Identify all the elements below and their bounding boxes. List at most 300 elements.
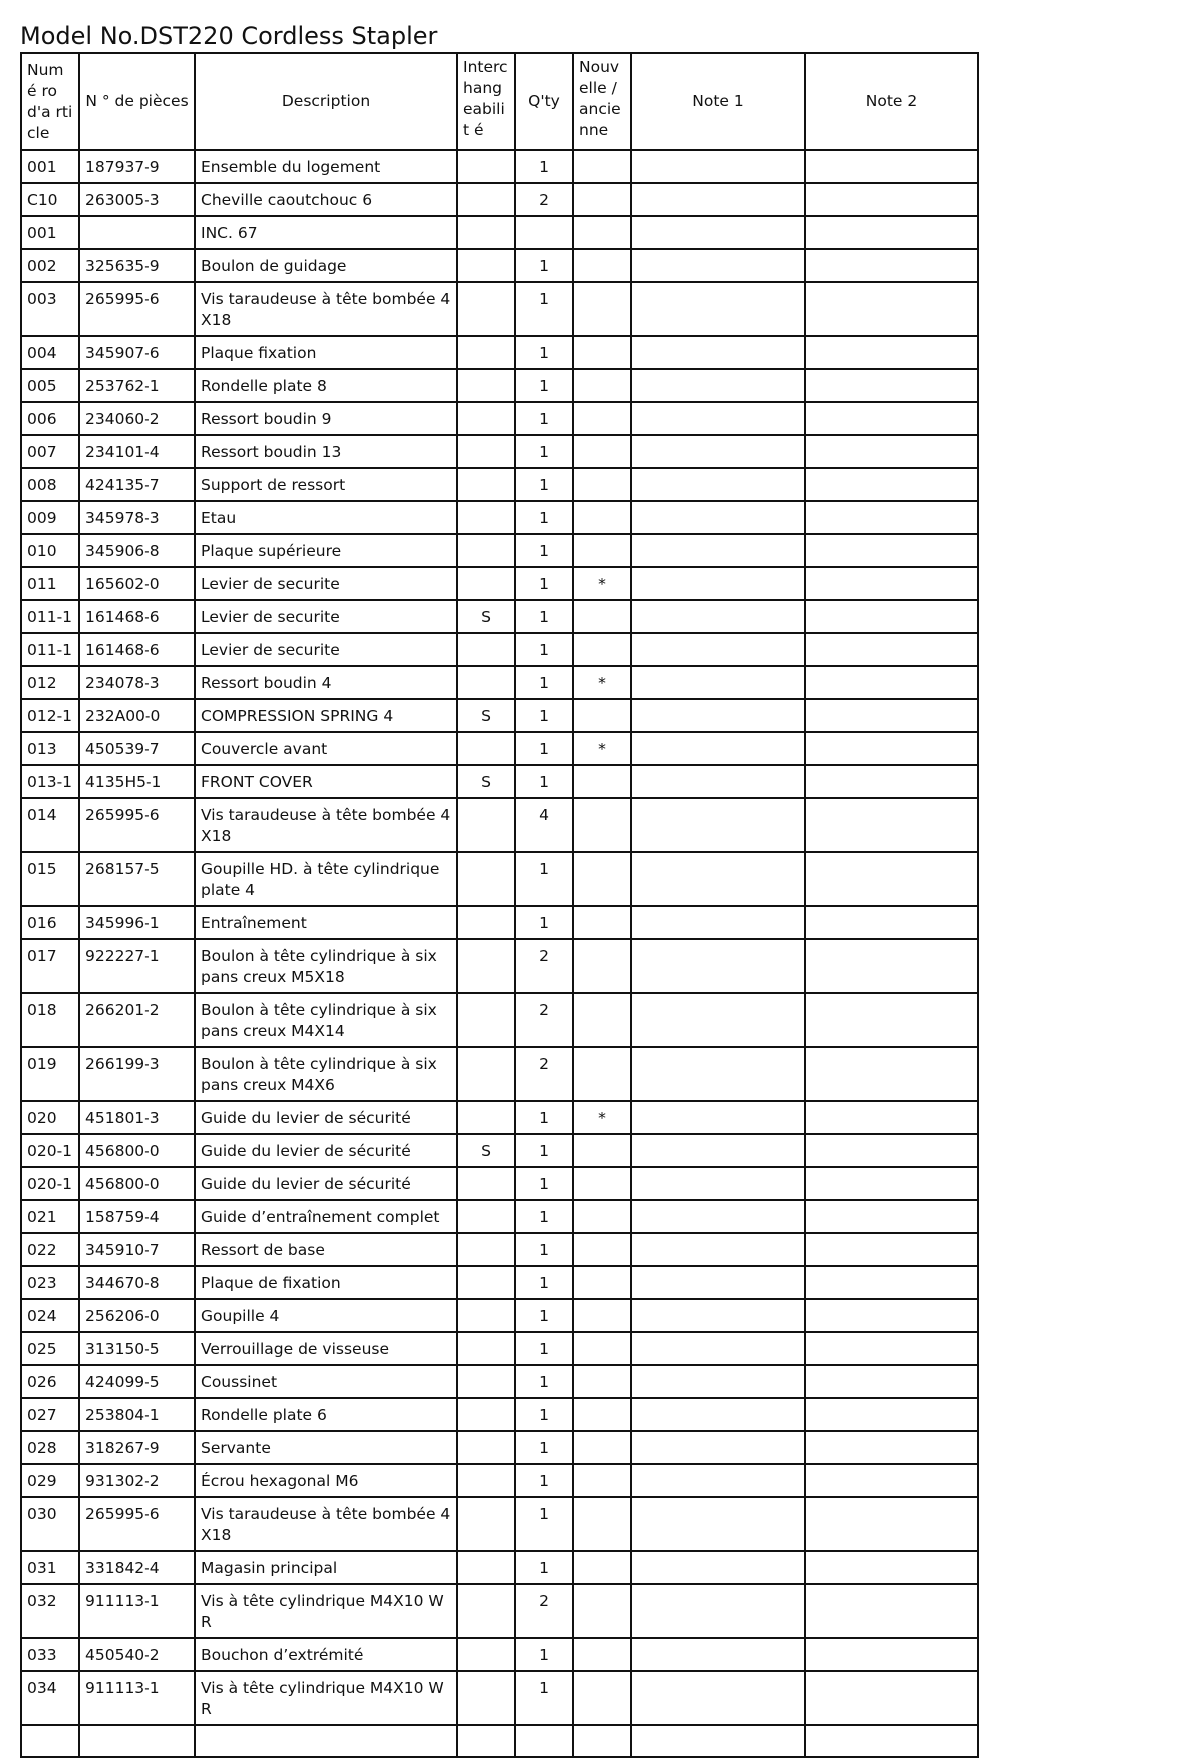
cell-new-old — [573, 852, 631, 906]
cell-part-number: 911113-1 — [79, 1671, 195, 1725]
cell-part-number: 345996-1 — [79, 906, 195, 939]
cell-part-number: 450539-7 — [79, 732, 195, 765]
cell-part-number: 266199-3 — [79, 1047, 195, 1101]
cell-description: Vis à tête cylindrique M4X10 WR — [195, 1671, 457, 1725]
cell-description: Support de ressort — [195, 468, 457, 501]
cell-new-old — [573, 534, 631, 567]
cell-interchangeability — [457, 1200, 515, 1233]
cell-note-2 — [805, 216, 978, 249]
cell-note-2 — [805, 939, 978, 993]
cell-item-number: 001 — [21, 216, 79, 249]
table-row — [21, 993, 978, 1047]
cell-description: Levier de securite — [195, 600, 457, 633]
table-row — [21, 435, 978, 468]
cell-part-number: 263005-3 — [79, 183, 195, 216]
cell-note-1 — [631, 402, 805, 435]
cell-note-2 — [805, 1584, 978, 1638]
cell-note-2 — [805, 1638, 978, 1671]
cell-part-number: 424135-7 — [79, 468, 195, 501]
table-row — [21, 1431, 978, 1464]
cell-description: Plaque supérieure — [195, 534, 457, 567]
cell-item-number: 027 — [21, 1398, 79, 1431]
cell-part-number: 268157-5 — [79, 852, 195, 906]
cell-interchangeability — [457, 1332, 515, 1365]
cell-new-old — [573, 1497, 631, 1551]
cell-part-number: 911113-1 — [79, 1584, 195, 1638]
cell-new-old — [573, 1398, 631, 1431]
cell-quantity: 1 — [515, 501, 573, 534]
table-row — [21, 402, 978, 435]
cell-item-number: 022 — [21, 1233, 79, 1266]
cell-note-1 — [631, 501, 805, 534]
cell-new-old — [573, 1332, 631, 1365]
cell-interchangeability — [457, 1299, 515, 1332]
cell-description: Vis taraudeuse à tête bombée 4X18 — [195, 282, 457, 336]
cell-part-number: 345906-8 — [79, 534, 195, 567]
cell-interchangeability: S — [457, 699, 515, 732]
cell-part-number — [79, 216, 195, 249]
cell-interchangeability — [457, 1101, 515, 1134]
cell-note-2 — [805, 1725, 978, 1757]
cell-quantity: 1 — [515, 567, 573, 600]
cell-part-number: 456800-0 — [79, 1167, 195, 1200]
cell-item-number: 031 — [21, 1551, 79, 1584]
cell-item-number: 028 — [21, 1431, 79, 1464]
cell-item-number: 011 — [21, 567, 79, 600]
cell-interchangeability — [457, 852, 515, 906]
cell-part-number: 345907-6 — [79, 336, 195, 369]
cell-note-2 — [805, 150, 978, 183]
cell-note-2 — [805, 1398, 978, 1431]
cell-note-2 — [805, 402, 978, 435]
cell-description: INC. 67 — [195, 216, 457, 249]
cell-new-old — [573, 1725, 631, 1757]
cell-part-number: 265995-6 — [79, 798, 195, 852]
cell-quantity: 1 — [515, 282, 573, 336]
cell-note-1 — [631, 600, 805, 633]
cell-item-number: 020 — [21, 1101, 79, 1134]
cell-description: Ressort boudin 4 — [195, 666, 457, 699]
cell-description: Vis taraudeuse à tête bombée 4X18 — [195, 798, 457, 852]
cell-interchangeability — [457, 369, 515, 402]
cell-note-1 — [631, 732, 805, 765]
cell-interchangeability — [457, 1584, 515, 1638]
cell-interchangeability: S — [457, 600, 515, 633]
cell-interchangeability — [457, 1167, 515, 1200]
header-quantity: Q'ty — [515, 53, 573, 150]
cell-note-2 — [805, 906, 978, 939]
cell-description: COMPRESSION SPRING 4 — [195, 699, 457, 732]
cell-quantity: 1 — [515, 534, 573, 567]
table-row — [21, 183, 978, 216]
cell-item-number: 030 — [21, 1497, 79, 1551]
cell-note-1 — [631, 534, 805, 567]
cell-note-1 — [631, 1638, 805, 1671]
cell-note-2 — [805, 1266, 978, 1299]
cell-description: Levier de securite — [195, 633, 457, 666]
cell-item-number: 020-1 — [21, 1134, 79, 1167]
cell-quantity: 1 — [515, 1365, 573, 1398]
cell-new-old — [573, 993, 631, 1047]
cell-part-number: 253804-1 — [79, 1398, 195, 1431]
cell-new-old — [573, 501, 631, 534]
cell-new-old — [573, 600, 631, 633]
cell-new-old: * — [573, 732, 631, 765]
cell-quantity: 2 — [515, 993, 573, 1047]
cell-description — [195, 1725, 457, 1757]
cell-quantity: 1 — [515, 369, 573, 402]
cell-new-old — [573, 435, 631, 468]
cell-description: Coussinet — [195, 1365, 457, 1398]
cell-quantity: 2 — [515, 939, 573, 993]
cell-quantity: 1 — [515, 249, 573, 282]
cell-new-old — [573, 1431, 631, 1464]
cell-item-number: 002 — [21, 249, 79, 282]
cell-part-number: 456800-0 — [79, 1134, 195, 1167]
cell-interchangeability — [457, 1551, 515, 1584]
cell-note-1 — [631, 1431, 805, 1464]
cell-part-number: 331842-4 — [79, 1551, 195, 1584]
cell-note-2 — [805, 1464, 978, 1497]
cell-new-old — [573, 765, 631, 798]
table-row — [21, 1584, 978, 1638]
cell-note-1 — [631, 666, 805, 699]
cell-note-2 — [805, 1233, 978, 1266]
cell-interchangeability — [457, 183, 515, 216]
cell-item-number: 023 — [21, 1266, 79, 1299]
cell-quantity: 1 — [515, 1551, 573, 1584]
table-row — [21, 906, 978, 939]
cell-note-1 — [631, 1497, 805, 1551]
cell-description: Écrou hexagonal M6 — [195, 1464, 457, 1497]
cell-interchangeability — [457, 1725, 515, 1757]
table-row — [21, 939, 978, 993]
cell-note-2 — [805, 468, 978, 501]
cell-quantity: 1 — [515, 468, 573, 501]
table-row — [21, 336, 978, 369]
cell-interchangeability — [457, 732, 515, 765]
cell-interchangeability — [457, 1464, 515, 1497]
table-row — [21, 1365, 978, 1398]
cell-note-1 — [631, 567, 805, 600]
cell-interchangeability — [457, 1398, 515, 1431]
cell-note-2 — [805, 993, 978, 1047]
cell-description: Guide du levier de sécurité — [195, 1167, 457, 1200]
cell-interchangeability — [457, 666, 515, 699]
cell-note-2 — [805, 567, 978, 600]
cell-part-number: 4135H5-1 — [79, 765, 195, 798]
cell-quantity: 2 — [515, 183, 573, 216]
cell-note-1 — [631, 765, 805, 798]
cell-quantity: 1 — [515, 1431, 573, 1464]
cell-quantity: 1 — [515, 1332, 573, 1365]
cell-new-old — [573, 1464, 631, 1497]
document-title: Model No.DST220 Cordless Stapler — [20, 22, 438, 50]
cell-note-2 — [805, 1134, 978, 1167]
cell-item-number: 005 — [21, 369, 79, 402]
cell-quantity: 1 — [515, 699, 573, 732]
cell-note-2 — [805, 666, 978, 699]
table-row — [21, 666, 978, 699]
cell-quantity: 2 — [515, 1584, 573, 1638]
cell-description: Levier de securite — [195, 567, 457, 600]
cell-part-number: 256206-0 — [79, 1299, 195, 1332]
cell-note-1 — [631, 798, 805, 852]
cell-note-1 — [631, 1398, 805, 1431]
cell-quantity — [515, 1725, 573, 1757]
cell-quantity: 1 — [515, 1167, 573, 1200]
cell-part-number: 232A00-0 — [79, 699, 195, 732]
cell-interchangeability — [457, 1365, 515, 1398]
cell-quantity: 1 — [515, 1101, 573, 1134]
header-interchangeability: Interc hang eabilit é — [457, 53, 515, 150]
cell-interchangeability — [457, 282, 515, 336]
cell-quantity: 1 — [515, 1134, 573, 1167]
cell-item-number: 012-1 — [21, 699, 79, 732]
cell-item-number: 020-1 — [21, 1167, 79, 1200]
table-row — [21, 567, 978, 600]
cell-part-number: 325635-9 — [79, 249, 195, 282]
cell-note-2 — [805, 732, 978, 765]
cell-description: Guide du levier de sécurité — [195, 1134, 457, 1167]
cell-note-2 — [805, 1497, 978, 1551]
header-note-1: Note 1 — [631, 53, 805, 150]
cell-new-old — [573, 939, 631, 993]
cell-new-old — [573, 1584, 631, 1638]
cell-new-old — [573, 1167, 631, 1200]
cell-quantity: 1 — [515, 435, 573, 468]
cell-description: FRONT COVER — [195, 765, 457, 798]
cell-note-2 — [805, 435, 978, 468]
table-row — [21, 732, 978, 765]
table-row — [21, 249, 978, 282]
cell-item-number: 016 — [21, 906, 79, 939]
table-row — [21, 765, 978, 798]
cell-note-1 — [631, 1365, 805, 1398]
table-row — [21, 1134, 978, 1167]
table-row — [21, 468, 978, 501]
cell-item-number: 006 — [21, 402, 79, 435]
cell-part-number: 265995-6 — [79, 282, 195, 336]
cell-interchangeability — [457, 336, 515, 369]
cell-new-old — [573, 699, 631, 732]
cell-note-2 — [805, 798, 978, 852]
cell-interchangeability — [457, 1266, 515, 1299]
cell-note-1 — [631, 1725, 805, 1757]
cell-interchangeability — [457, 402, 515, 435]
cell-part-number: 313150-5 — [79, 1332, 195, 1365]
table-row — [21, 501, 978, 534]
cell-part-number — [79, 1725, 195, 1757]
cell-note-1 — [631, 336, 805, 369]
cell-quantity: 1 — [515, 1497, 573, 1551]
cell-new-old — [573, 1047, 631, 1101]
table-row — [21, 1725, 978, 1757]
cell-new-old — [573, 906, 631, 939]
cell-note-1 — [631, 435, 805, 468]
cell-quantity: 1 — [515, 1266, 573, 1299]
cell-item-number: 012 — [21, 666, 79, 699]
cell-note-1 — [631, 282, 805, 336]
cell-part-number: 345978-3 — [79, 501, 195, 534]
cell-part-number: 165602-0 — [79, 567, 195, 600]
table-header-row — [21, 53, 978, 150]
cell-description: Boulon de guidage — [195, 249, 457, 282]
cell-description: Boulon à tête cylindrique à six pans creux M5X18 — [195, 939, 457, 993]
table-row — [21, 1551, 978, 1584]
cell-note-2 — [805, 1101, 978, 1134]
cell-note-2 — [805, 600, 978, 633]
cell-part-number: 234078-3 — [79, 666, 195, 699]
cell-quantity: 1 — [515, 1200, 573, 1233]
cell-interchangeability: S — [457, 1134, 515, 1167]
cell-quantity: 1 — [515, 150, 573, 183]
cell-interchangeability — [457, 1497, 515, 1551]
cell-item-number — [21, 1725, 79, 1757]
cell-new-old — [573, 216, 631, 249]
header-new-old: Nouv elle / ancie nne — [573, 53, 631, 150]
cell-note-1 — [631, 1134, 805, 1167]
table-row — [21, 282, 978, 336]
cell-item-number: 017 — [21, 939, 79, 993]
cell-part-number: 253762-1 — [79, 369, 195, 402]
cell-note-1 — [631, 1101, 805, 1134]
cell-note-1 — [631, 1047, 805, 1101]
cell-item-number: 025 — [21, 1332, 79, 1365]
cell-interchangeability — [457, 435, 515, 468]
cell-note-2 — [805, 534, 978, 567]
table-row — [21, 633, 978, 666]
cell-part-number: 424099-5 — [79, 1365, 195, 1398]
cell-interchangeability — [457, 906, 515, 939]
cell-note-1 — [631, 906, 805, 939]
cell-part-number: 344670-8 — [79, 1266, 195, 1299]
cell-new-old: * — [573, 567, 631, 600]
cell-note-1 — [631, 1299, 805, 1332]
cell-note-2 — [805, 1431, 978, 1464]
cell-new-old — [573, 282, 631, 336]
cell-new-old — [573, 1200, 631, 1233]
cell-item-number: C10 — [21, 183, 79, 216]
cell-part-number: 450540-2 — [79, 1638, 195, 1671]
cell-note-1 — [631, 369, 805, 402]
cell-interchangeability — [457, 1047, 515, 1101]
cell-note-1 — [631, 1332, 805, 1365]
cell-part-number: 158759-4 — [79, 1200, 195, 1233]
cell-note-2 — [805, 1299, 978, 1332]
cell-interchangeability — [457, 939, 515, 993]
cell-note-1 — [631, 1233, 805, 1266]
table-row — [21, 1671, 978, 1725]
cell-description: Goupille 4 — [195, 1299, 457, 1332]
parts-table-body — [21, 150, 978, 1757]
cell-note-2 — [805, 1551, 978, 1584]
cell-new-old — [573, 798, 631, 852]
cell-part-number: 265995-6 — [79, 1497, 195, 1551]
cell-new-old — [573, 336, 631, 369]
table-row — [21, 1167, 978, 1200]
cell-item-number: 013 — [21, 732, 79, 765]
cell-quantity: 1 — [515, 1464, 573, 1497]
cell-quantity: 1 — [515, 666, 573, 699]
cell-note-1 — [631, 183, 805, 216]
table-row — [21, 699, 978, 732]
table-row — [21, 1101, 978, 1134]
cell-description: Servante — [195, 1431, 457, 1464]
cell-part-number: 161468-6 — [79, 633, 195, 666]
cell-part-number: 234060-2 — [79, 402, 195, 435]
cell-item-number: 003 — [21, 282, 79, 336]
cell-interchangeability — [457, 216, 515, 249]
cell-part-number: 345910-7 — [79, 1233, 195, 1266]
cell-note-2 — [805, 699, 978, 732]
cell-item-number: 032 — [21, 1584, 79, 1638]
cell-note-1 — [631, 939, 805, 993]
cell-description: Etau — [195, 501, 457, 534]
cell-note-1 — [631, 1551, 805, 1584]
cell-interchangeability — [457, 798, 515, 852]
cell-new-old: * — [573, 1101, 631, 1134]
cell-note-1 — [631, 468, 805, 501]
cell-description: Ressort de base — [195, 1233, 457, 1266]
cell-description: Boulon à tête cylindrique à six pans creux M4X6 — [195, 1047, 457, 1101]
cell-note-1 — [631, 633, 805, 666]
header-description: Description — [195, 53, 457, 150]
cell-note-2 — [805, 852, 978, 906]
cell-part-number: 234101-4 — [79, 435, 195, 468]
cell-quantity: 1 — [515, 1233, 573, 1266]
cell-note-1 — [631, 1266, 805, 1299]
cell-item-number: 010 — [21, 534, 79, 567]
cell-item-number: 013-1 — [21, 765, 79, 798]
table-row — [21, 369, 978, 402]
cell-note-1 — [631, 1200, 805, 1233]
cell-description: Guide d’entraînement complet — [195, 1200, 457, 1233]
table-row — [21, 150, 978, 183]
cell-item-number: 011-1 — [21, 600, 79, 633]
cell-item-number: 019 — [21, 1047, 79, 1101]
cell-quantity: 1 — [515, 633, 573, 666]
cell-note-1 — [631, 216, 805, 249]
cell-note-2 — [805, 1047, 978, 1101]
cell-quantity: 1 — [515, 765, 573, 798]
cell-new-old — [573, 1638, 631, 1671]
cell-new-old — [573, 369, 631, 402]
cell-item-number: 018 — [21, 993, 79, 1047]
cell-part-number: 161468-6 — [79, 600, 195, 633]
cell-interchangeability — [457, 633, 515, 666]
cell-interchangeability — [457, 249, 515, 282]
table-row — [21, 1266, 978, 1299]
cell-note-1 — [631, 1167, 805, 1200]
cell-part-number: 187937-9 — [79, 150, 195, 183]
cell-note-2 — [805, 282, 978, 336]
header-part-number: N ° de pièces — [79, 53, 195, 150]
cell-description: Ressort boudin 9 — [195, 402, 457, 435]
cell-description: Plaque de fixation — [195, 1266, 457, 1299]
cell-note-2 — [805, 1332, 978, 1365]
cell-interchangeability — [457, 1431, 515, 1464]
cell-part-number: 451801-3 — [79, 1101, 195, 1134]
cell-quantity: 1 — [515, 600, 573, 633]
cell-quantity: 4 — [515, 798, 573, 852]
cell-description: Entraînement — [195, 906, 457, 939]
cell-item-number: 034 — [21, 1671, 79, 1725]
cell-item-number: 021 — [21, 1200, 79, 1233]
cell-new-old — [573, 1365, 631, 1398]
cell-description: Vis taraudeuse à tête bombée 4X18 — [195, 1497, 457, 1551]
cell-item-number: 008 — [21, 468, 79, 501]
